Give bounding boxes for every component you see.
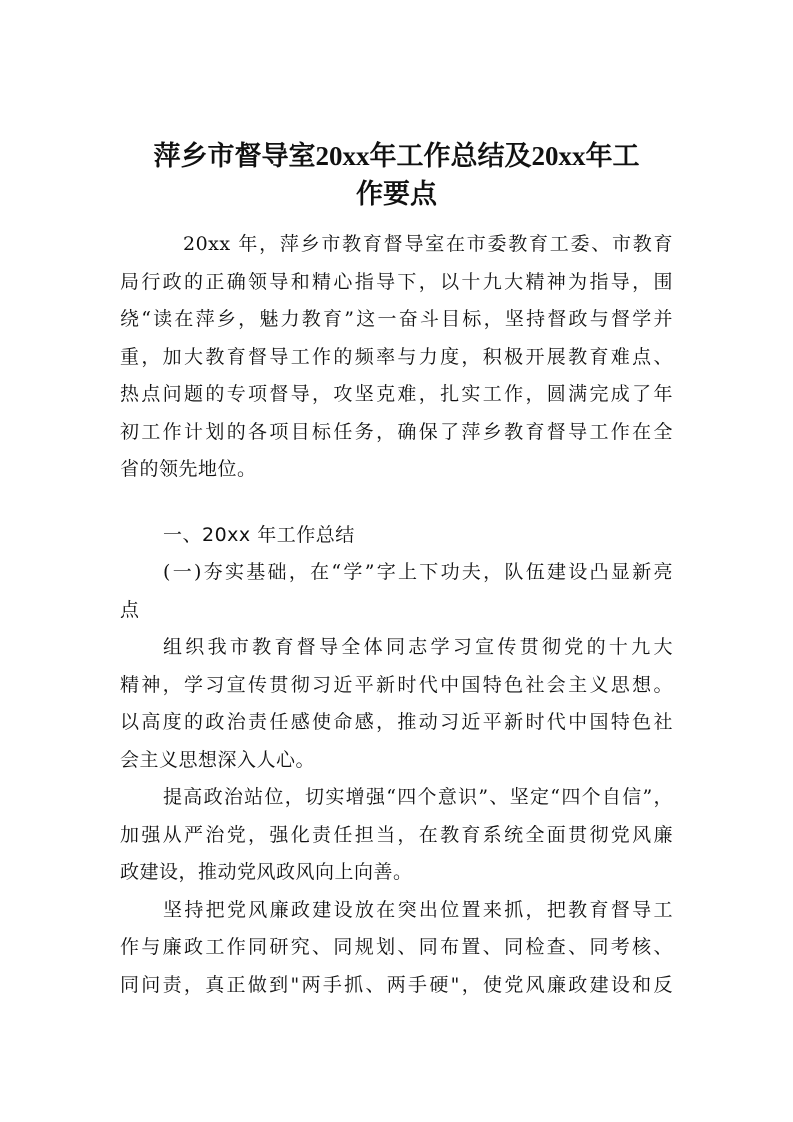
text-line: 作与廉政工作同研究、同规划、同布置、同检查、同考核、	[120, 936, 673, 958]
section-heading: 一、20xx 年工作总结	[163, 523, 355, 546]
text-line: 加强从严治党，强化责任担当，在教育系统全面贯彻党风廉	[120, 823, 673, 846]
text-line: 省的领先地位。	[120, 458, 257, 480]
paragraph-intro	[120, 226, 673, 489]
subsection-heading	[120, 554, 673, 629]
text-line: 同问责，真正做到"两手抓、两手硬"，使党风廉政建设和反	[120, 973, 673, 996]
text-line: 点	[120, 598, 140, 621]
text-line: 提高政治站位，切实增强“四个意识”、坚定“四个自信”，	[163, 786, 673, 808]
text-line: 初工作计划的各项目标任务，确保了萍乡教育督导工作在全	[120, 420, 673, 443]
text-line: 绕“读在萍乡，魅力教育”这一奋斗目标，坚持督政与督学并	[120, 308, 673, 330]
text-line: 会主义思想深入人心。	[120, 748, 316, 771]
text-line: 20xx 年，萍乡市教育督导室在市委教育工委、市教育	[183, 233, 673, 255]
text-line: 重，加大教育督导工作的频率与力度，积极开展教育难点、	[120, 345, 673, 368]
paragraph	[120, 629, 673, 779]
paragraph	[120, 779, 673, 892]
paragraph	[120, 892, 673, 1005]
text-line: 坚持把党风廉政建设放在突出位置来抓，把教育督导工	[163, 898, 673, 921]
text-line: (一)夯实基础，在“学”字上下功夫，队伍建设凸显新亮	[163, 561, 673, 583]
document-title	[0, 137, 793, 213]
text-line: 局行政的正确领导和精心指导下，以十九大精神为指导，围	[120, 270, 673, 293]
title-line-1: 萍乡市督导室20xx年工作总结及20xx年工	[153, 141, 640, 171]
title-line-2: 作要点	[356, 179, 437, 209]
text-line: 热点问题的专项督导，攻坚克难，扎实工作，圆满完成了年	[120, 383, 673, 405]
document-body	[120, 226, 673, 1004]
text-line: 政建设，推动党风政风向上向善。	[120, 861, 413, 883]
text-line: 组织我市教育督导全体同志学习宣传贯彻党的十九大	[163, 636, 673, 658]
text-line: 精神，学习宣传贯彻习近平新时代中国特色社会主义思想。	[120, 673, 673, 696]
text-line: 以高度的政治责任感使命感，推动习近平新时代中国特色社	[120, 711, 673, 733]
